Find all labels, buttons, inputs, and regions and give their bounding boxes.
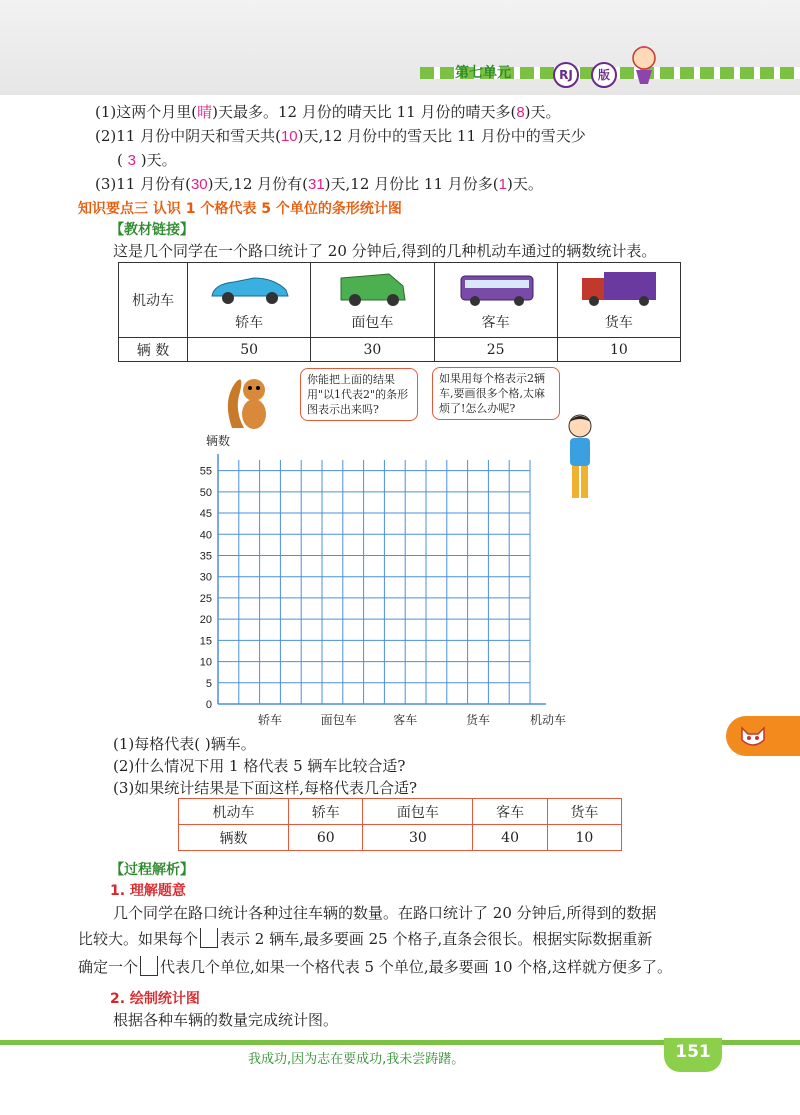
mid-question-1: (1)每格代表( )辆车。 [113, 735, 256, 753]
mid-question-3: (3)如果统计结果是下面这样,每格代表几合适? [113, 779, 418, 797]
footer-motto: 我成功,因为志在要成功,我未尝踌躇。 [248, 1052, 465, 1067]
ban-badge: 版 [591, 62, 617, 88]
bar-chart [190, 448, 590, 738]
count-table-cell: 30 [363, 825, 473, 851]
count-van: 30 [311, 338, 434, 362]
question-1: (1)这两个月里(晴)天最多。12 月份的晴天比 11 月份的晴天多(8)天。 [95, 103, 561, 121]
unit-title: 第七单元 [455, 65, 511, 81]
count-table [178, 798, 622, 851]
squirrel-speech-bubble: 你能把上面的结果用"以1代表2"的条形图表示出来吗? [300, 368, 418, 421]
vehicle-table [118, 262, 681, 362]
count-table-cell: 40 [473, 825, 547, 851]
count-table-header: 货车 [547, 799, 621, 825]
vehicle-name: 轿车 [235, 315, 264, 331]
y-tick-label: 40 [199, 529, 212, 542]
vehicle-cell-truck [557, 263, 680, 338]
x-tick-label: 面包车 [320, 713, 357, 727]
step1-line-3: 确定一个 代表几个单位,如果一个格代表 5 个单位,最多要画 10 个格,这样就方便多了。 [78, 958, 673, 976]
count-table-cell: 60 [289, 825, 363, 851]
table-header-count: 辆 数 [119, 338, 188, 362]
y-tick-label: 5 [205, 677, 212, 690]
van-icon [327, 268, 417, 308]
count-truck: 10 [557, 338, 680, 362]
bus-icon [451, 268, 541, 308]
vehicle-name: 客车 [481, 315, 510, 331]
count-table-header: 机动车 [179, 799, 289, 825]
step2-text: 根据各种车辆的数量完成统计图。 [113, 1011, 339, 1029]
x-tick-label: 客车 [393, 713, 418, 727]
y-axis-label: 辆数 [206, 434, 231, 448]
x-tick-label: 轿车 [257, 713, 283, 727]
count-car: 50 [188, 338, 311, 362]
step1-line-1: 几个同学在路口统计各种过往车辆的数量。在路口统计了 20 分钟后,所得到的数据 [113, 904, 657, 922]
y-tick-label: 55 [199, 465, 212, 478]
count-bus: 25 [434, 338, 557, 362]
y-tick-label: 25 [199, 592, 212, 605]
x-axis-label: 机动车 [529, 713, 567, 727]
y-tick-label: 10 [199, 656, 212, 669]
count-table-cell: 10 [547, 825, 621, 851]
vehicle-cell-van [311, 263, 434, 338]
vehicle-name: 面包车 [351, 315, 394, 331]
step1-title: 1. 理解题意 [110, 883, 186, 899]
y-tick-label: 35 [199, 550, 212, 563]
question-2-cont: ( 3 )天。 [117, 151, 177, 169]
grid-box-symbol [200, 928, 218, 948]
y-tick-label: 30 [199, 571, 212, 584]
step2-title: 2. 绘制统计图 [110, 991, 200, 1007]
question-3: (3)11 月份有(30)天,12 月份有(31)天,12 月份比 11 月份多(1)天。 [95, 175, 543, 193]
count-table-header: 客车 [473, 799, 547, 825]
y-tick-label: 20 [199, 614, 212, 627]
table-header-vehicle: 机动车 [119, 263, 188, 338]
analysis-title: 【过程解析】 [110, 862, 194, 878]
knowledge-point-title: 知识要点三 认识 1 个格代表 5 个单位的条形统计图 [78, 201, 402, 217]
y-tick-label: 50 [199, 486, 212, 499]
count-table-header: 轿车 [289, 799, 363, 825]
textbook-link-title: 【教材链接】 [110, 222, 194, 238]
header-band [0, 0, 800, 95]
page-number: 151 [675, 1042, 711, 1062]
rj-badge: RJ [553, 62, 579, 88]
y-tick-label: 0 [205, 699, 212, 711]
mid-question-2: (2)什么情况下用 1 格代表 5 辆车比较合适? [113, 757, 406, 775]
vehicle-name: 货车 [604, 315, 633, 331]
vehicle-cell-car [188, 263, 311, 338]
count-table-header: 面包车 [363, 799, 473, 825]
squirrel-icon [222, 370, 272, 432]
truck-icon [574, 268, 664, 308]
car-icon [204, 268, 294, 308]
question-2: (2)11 月份中阴天和雪天共(10)天,12 月份中的雪天比 11 月份中的雪天少 [95, 127, 586, 145]
grid-box-symbol [140, 956, 158, 976]
y-tick-label: 15 [199, 635, 212, 648]
intro-text: 这是几个同学在一个路口统计了 20 分钟后,得到的几种机动车通过的辆数统计表。 [113, 242, 657, 260]
x-tick-label: 货车 [465, 713, 491, 727]
step1-line-2: 比较大。如果每个 表示 2 辆车,最多要画 25 个格子,直条会很长。根据实际数据重新 [78, 930, 653, 948]
fairy-girl-icon [620, 38, 668, 86]
boy-speech-bubble: 如果用每个格表示2辆车,要画很多个格,太麻烦了!怎么办呢? [432, 367, 560, 420]
count-table-cell: 辆数 [179, 825, 289, 851]
vehicle-cell-bus [434, 263, 557, 338]
fox-face-icon [738, 722, 768, 750]
y-tick-label: 45 [199, 508, 212, 521]
